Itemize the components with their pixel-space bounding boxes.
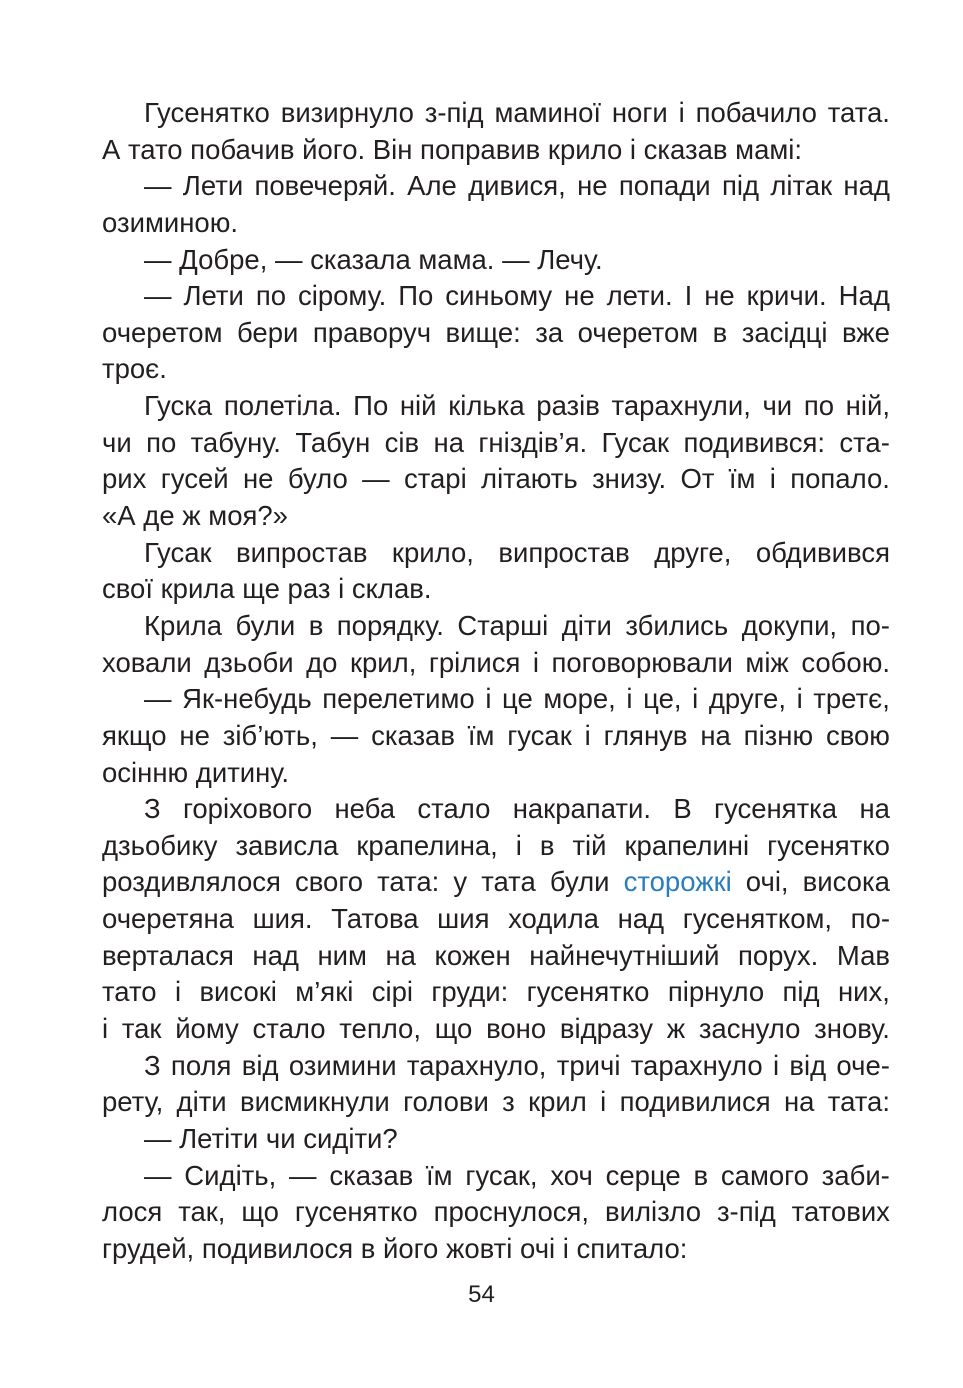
word: тепло, bbox=[339, 1013, 421, 1045]
word: тато bbox=[102, 976, 157, 1008]
word: це, bbox=[643, 683, 682, 715]
text-line bbox=[102, 1084, 890, 1121]
word: очеретяна bbox=[102, 903, 234, 935]
highlighted-word[interactable]: сторожкі bbox=[623, 866, 732, 898]
word: найнечутніший bbox=[529, 939, 720, 971]
word: друге, bbox=[654, 536, 732, 568]
word: — bbox=[144, 683, 172, 715]
word: до bbox=[306, 646, 338, 678]
word: попади bbox=[618, 170, 711, 202]
word: по bbox=[803, 390, 835, 422]
word: очі, bbox=[745, 866, 789, 898]
text-segment: — Летіти чи сидіти? bbox=[144, 1122, 398, 1154]
word: роздивлялося bbox=[102, 866, 281, 898]
word: тата: bbox=[377, 866, 440, 898]
word: діти bbox=[561, 609, 612, 641]
word: Мав bbox=[836, 939, 890, 971]
text-line bbox=[102, 242, 890, 279]
word: сів bbox=[384, 426, 420, 458]
text-segment: осінню дитину. bbox=[102, 756, 289, 788]
word: гусенятко bbox=[767, 829, 890, 861]
word: під bbox=[721, 170, 760, 202]
word: сказав bbox=[329, 1159, 414, 1191]
word: — bbox=[330, 719, 359, 751]
text-line bbox=[102, 388, 890, 425]
page-text bbox=[102, 95, 890, 1268]
word: Але bbox=[407, 170, 457, 202]
word: старі bbox=[403, 463, 467, 495]
word: — bbox=[144, 1159, 172, 1191]
word: І bbox=[684, 280, 693, 312]
word: йому bbox=[175, 1013, 239, 1045]
word: рету, bbox=[102, 1086, 164, 1118]
word: маминої bbox=[494, 97, 602, 128]
word: синьому bbox=[445, 280, 553, 312]
word: них, bbox=[837, 976, 890, 1008]
word: крапелина, bbox=[356, 829, 498, 861]
word: порух. bbox=[738, 939, 819, 971]
word: над bbox=[843, 170, 890, 202]
word: По bbox=[353, 390, 389, 422]
word: на bbox=[433, 426, 464, 458]
word: гусенятко bbox=[294, 1196, 418, 1228]
word: і bbox=[769, 463, 776, 495]
text-line bbox=[102, 1011, 890, 1048]
word: чи bbox=[762, 390, 793, 422]
word: От bbox=[680, 463, 715, 495]
word: вже bbox=[841, 316, 890, 348]
word: рих bbox=[102, 463, 147, 495]
word: поля bbox=[170, 1049, 232, 1081]
text-segment: «А де ж моя?» bbox=[102, 500, 288, 532]
word: подивився: bbox=[683, 426, 825, 458]
word: дивися, bbox=[468, 170, 566, 202]
word: дзьобику bbox=[102, 829, 218, 861]
word: гусенятка bbox=[713, 793, 838, 825]
word: самого bbox=[720, 1159, 809, 1191]
word: воно bbox=[486, 1013, 547, 1045]
word: були bbox=[549, 866, 610, 898]
word: на bbox=[385, 939, 416, 971]
text-line bbox=[102, 864, 890, 901]
word: ста- bbox=[839, 426, 890, 458]
word: очеретом bbox=[577, 316, 699, 348]
word: груди: bbox=[431, 976, 509, 1008]
word: гусей bbox=[160, 463, 229, 495]
word: Гусенятко bbox=[144, 97, 270, 128]
word: шия. bbox=[252, 903, 313, 935]
word: озимини bbox=[288, 1049, 397, 1081]
word: в bbox=[539, 829, 555, 861]
word: лети. bbox=[606, 280, 673, 312]
word: від bbox=[789, 1049, 827, 1081]
word: тата: bbox=[827, 1086, 890, 1118]
word: це bbox=[502, 683, 533, 715]
word: верталася bbox=[102, 939, 234, 971]
word: побачило bbox=[695, 97, 817, 128]
word: Крила bbox=[144, 609, 223, 641]
word: Татова bbox=[331, 903, 419, 935]
word: чи bbox=[102, 426, 132, 458]
word: гніздів’я. bbox=[478, 426, 588, 458]
word: по- bbox=[850, 609, 890, 641]
word: заснуло bbox=[698, 1013, 801, 1045]
text-line bbox=[102, 278, 890, 315]
text-line bbox=[102, 1048, 890, 1085]
word: тарахнуло, bbox=[406, 1049, 547, 1081]
word: у bbox=[453, 866, 468, 898]
word: По bbox=[398, 280, 434, 312]
word: і bbox=[174, 976, 182, 1008]
word: були bbox=[235, 609, 296, 641]
word: ній, bbox=[845, 390, 890, 422]
word: попало. bbox=[790, 463, 890, 495]
word: Гусак bbox=[601, 426, 670, 458]
text-segment: троє. bbox=[102, 353, 167, 385]
word: пірнуло bbox=[667, 976, 765, 1008]
text-line bbox=[102, 1121, 890, 1158]
word: свого bbox=[294, 866, 364, 898]
text-line bbox=[102, 1158, 890, 1195]
text-line bbox=[102, 1231, 890, 1268]
text-line bbox=[102, 498, 890, 535]
word: Лети bbox=[182, 170, 244, 202]
word: — bbox=[362, 463, 390, 495]
text-line bbox=[102, 132, 890, 169]
word: з-під bbox=[424, 97, 484, 128]
word: бери bbox=[236, 316, 299, 348]
word: стало bbox=[417, 793, 491, 825]
word: тій bbox=[572, 829, 607, 861]
text-line bbox=[102, 791, 890, 828]
word: і bbox=[678, 97, 685, 128]
word: не bbox=[179, 719, 210, 751]
word: по bbox=[146, 426, 177, 458]
word: табуну. bbox=[190, 426, 281, 458]
word: на bbox=[859, 793, 890, 825]
word: висмикнули bbox=[240, 1086, 390, 1118]
word: і bbox=[515, 829, 522, 861]
word: гусак, bbox=[465, 1159, 538, 1191]
word: і bbox=[772, 1049, 780, 1081]
word: Гусак bbox=[144, 536, 212, 568]
text-line bbox=[102, 425, 890, 462]
word: не bbox=[242, 463, 274, 495]
word: тата bbox=[481, 866, 536, 898]
word: не bbox=[704, 280, 735, 312]
word: і bbox=[692, 683, 699, 715]
text-line bbox=[102, 205, 890, 242]
word: грілися bbox=[428, 646, 521, 678]
text-line bbox=[102, 718, 890, 755]
word: від bbox=[241, 1049, 279, 1081]
word: крил bbox=[528, 1086, 587, 1118]
word: за bbox=[535, 316, 564, 348]
text-line bbox=[102, 1194, 890, 1231]
word: проснулося, bbox=[433, 1196, 590, 1228]
word: хоч bbox=[550, 1159, 593, 1191]
word: праворуч bbox=[312, 316, 432, 348]
word: гусак bbox=[507, 719, 572, 751]
text-line bbox=[102, 95, 890, 132]
word: вилізло bbox=[604, 1196, 702, 1228]
word: пізню bbox=[743, 719, 814, 751]
word: неба bbox=[334, 793, 396, 825]
word: так, bbox=[178, 1196, 226, 1228]
word: визирнуло bbox=[280, 97, 414, 128]
text-line bbox=[102, 461, 890, 498]
word: висока bbox=[802, 866, 890, 898]
word: — bbox=[144, 170, 172, 202]
text-line bbox=[102, 974, 890, 1011]
text-line bbox=[102, 681, 890, 718]
word: засідці bbox=[741, 316, 828, 348]
word: шия bbox=[437, 903, 490, 935]
word: оче- bbox=[836, 1049, 890, 1081]
word: сказав bbox=[371, 719, 455, 751]
word: горіхового bbox=[182, 793, 313, 825]
word: очеретом bbox=[102, 316, 223, 348]
word: що bbox=[241, 1196, 279, 1228]
word: голови bbox=[403, 1086, 489, 1118]
word: ній bbox=[399, 390, 437, 422]
text-line bbox=[102, 608, 890, 645]
text-segment: свої крила ще раз і склав. bbox=[102, 573, 432, 605]
word: крило, bbox=[391, 536, 474, 568]
word: сірі bbox=[371, 976, 413, 1008]
word: випростав bbox=[498, 536, 630, 568]
word: разів bbox=[536, 390, 600, 422]
text-line bbox=[102, 571, 890, 608]
page-number: 54 bbox=[468, 1281, 495, 1308]
word: гусенятко bbox=[526, 976, 650, 1008]
text-line bbox=[102, 535, 890, 572]
word: полетіла. bbox=[223, 390, 342, 422]
word: в bbox=[693, 1159, 709, 1191]
word: так bbox=[121, 1013, 162, 1045]
word: їм bbox=[467, 719, 495, 751]
word: по bbox=[255, 280, 287, 312]
word: з-під bbox=[716, 1196, 776, 1228]
word: глянув bbox=[603, 719, 688, 751]
word: стало bbox=[252, 1013, 326, 1045]
word: гусенятком, bbox=[682, 903, 833, 935]
word: ж bbox=[666, 1013, 686, 1045]
word: собою. bbox=[801, 646, 890, 678]
word: тарахнули, bbox=[611, 390, 751, 422]
word: татових bbox=[791, 1196, 890, 1228]
word: накрапати. bbox=[512, 793, 651, 825]
word: зависла bbox=[235, 829, 339, 861]
word: Табун bbox=[295, 426, 371, 458]
word: дзьоби bbox=[204, 646, 294, 678]
text-segment: озиминою. bbox=[102, 206, 238, 238]
word: їм bbox=[728, 463, 756, 495]
word: літак bbox=[770, 170, 833, 202]
word: тата. bbox=[827, 97, 890, 128]
word: обдивився bbox=[755, 536, 890, 568]
word: ходила bbox=[508, 903, 599, 935]
word: серце bbox=[605, 1159, 681, 1191]
word: кожен bbox=[434, 939, 511, 971]
word: ховали bbox=[102, 646, 192, 678]
word: і bbox=[102, 1013, 109, 1045]
word: Лети bbox=[183, 280, 244, 312]
word: вище: bbox=[445, 316, 521, 348]
word: З bbox=[144, 1049, 161, 1081]
word: випростав bbox=[236, 536, 368, 568]
word: лося bbox=[102, 1196, 163, 1228]
word: на bbox=[783, 1086, 815, 1118]
word: що bbox=[434, 1013, 473, 1045]
word: по- bbox=[850, 903, 890, 935]
text-line bbox=[102, 315, 890, 352]
text-line bbox=[102, 755, 890, 792]
word: над bbox=[252, 939, 299, 971]
text-segment: грудей, подивилося в його жовті очі і спитало: bbox=[102, 1232, 688, 1264]
word: — bbox=[144, 280, 172, 312]
word: докупи, bbox=[741, 609, 838, 641]
word: високі bbox=[199, 976, 277, 1008]
word: не bbox=[577, 170, 608, 202]
word: між bbox=[745, 646, 789, 678]
word: Як-небудь bbox=[182, 683, 312, 715]
word: — bbox=[289, 1159, 317, 1191]
text-line bbox=[102, 645, 890, 682]
word: якщо bbox=[102, 719, 167, 751]
text-line bbox=[102, 901, 890, 938]
word: свою bbox=[825, 719, 890, 751]
text-line bbox=[102, 168, 890, 205]
text-line bbox=[102, 828, 890, 865]
text-segment: А тато побачив його. Він поправив крило і сказав мамі: bbox=[102, 133, 803, 165]
word: з bbox=[502, 1086, 515, 1118]
word: Гуска bbox=[144, 390, 213, 422]
word: море, bbox=[543, 683, 616, 715]
word: Над bbox=[838, 280, 890, 312]
word: третє, bbox=[813, 683, 890, 715]
word: тричі bbox=[556, 1049, 621, 1081]
word: ним bbox=[317, 939, 367, 971]
word: тарахнуло bbox=[630, 1049, 763, 1081]
word: діти bbox=[176, 1086, 227, 1118]
word: над bbox=[617, 903, 665, 935]
word: і bbox=[600, 1086, 607, 1118]
word: Сидіть, bbox=[184, 1159, 277, 1191]
word: крил, bbox=[349, 646, 417, 678]
word: перелетимо bbox=[322, 683, 475, 715]
text-line bbox=[102, 351, 890, 388]
word: поговорювали bbox=[551, 646, 733, 678]
word: заби- bbox=[821, 1159, 890, 1191]
word: кричи. bbox=[746, 280, 827, 312]
word: кілька bbox=[448, 390, 525, 422]
word: їм bbox=[426, 1159, 453, 1191]
word: в bbox=[712, 316, 728, 348]
word: подивилися bbox=[619, 1086, 771, 1118]
word: сірому. bbox=[297, 280, 387, 312]
word: під bbox=[782, 976, 820, 1008]
word: друге, bbox=[708, 683, 786, 715]
word: відразу bbox=[559, 1013, 653, 1045]
word: на bbox=[700, 719, 731, 751]
word: і bbox=[485, 683, 492, 715]
word: в bbox=[308, 609, 324, 641]
word: зіб’ють, bbox=[222, 719, 318, 751]
word: і bbox=[532, 646, 539, 678]
word: і bbox=[626, 683, 633, 715]
word: збились bbox=[625, 609, 729, 641]
word: знову. bbox=[814, 1013, 890, 1045]
word: В bbox=[673, 793, 692, 825]
word: порядку. bbox=[336, 609, 444, 641]
word: і bbox=[584, 719, 591, 751]
word: Старші bbox=[457, 609, 549, 641]
word: не bbox=[564, 280, 595, 312]
word: і bbox=[796, 683, 803, 715]
word: літають bbox=[481, 463, 578, 495]
word: було bbox=[287, 463, 348, 495]
text-segment: — Добре, — сказала мама. — Лечу. bbox=[144, 243, 603, 275]
word: ноги bbox=[611, 97, 668, 128]
word: повечеряй. bbox=[254, 170, 396, 202]
word: крапелині bbox=[624, 829, 750, 861]
word: З bbox=[144, 793, 161, 825]
word: знизу. bbox=[592, 463, 667, 495]
text-line bbox=[102, 938, 890, 975]
word: м’які bbox=[295, 976, 354, 1008]
